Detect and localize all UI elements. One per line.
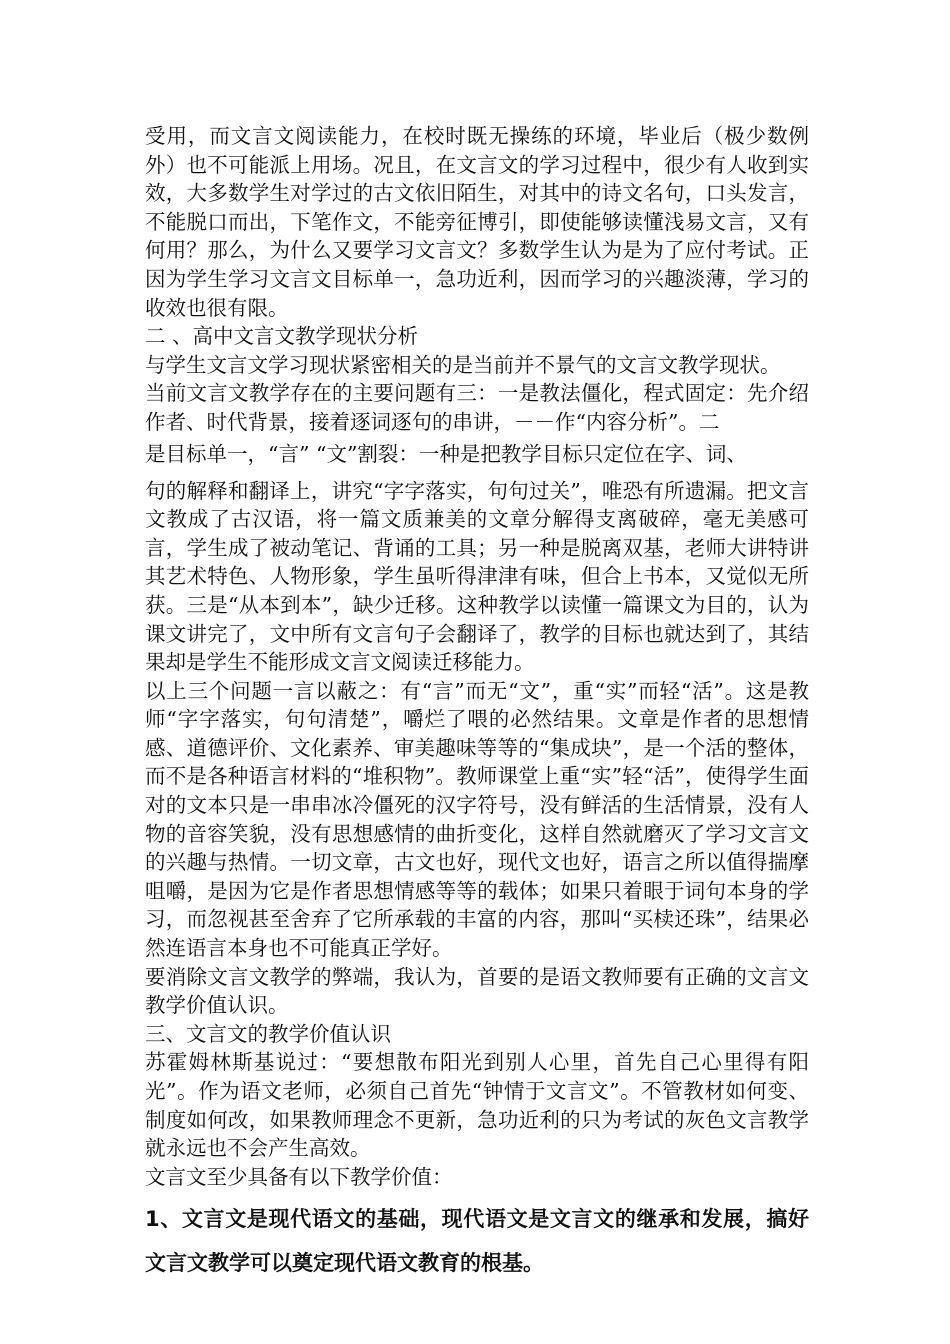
paragraph-status-intro: 与学生文言文学习现状紧密相关的是当前并不景气的文言文教学现状。 xyxy=(145,352,781,377)
document-page xyxy=(145,122,809,1285)
paragraph-remedy: 要消除文言文教学的弊端，我认为，首要的是语文教师要有正确的文言文教学价值认识。 xyxy=(145,964,809,1018)
paragraph-main-problems-part3: 句的解释和翻译上，讲究“字字落实，句句过关”，唯恐有所遗漏。把文言文教成了古汉语，将一篇文质兼美的文章分解得支离破碎，毫无美感可言，学生成了被动笔记、背诵的工具；另一种是脱离双基，老师大讲特讲其艺术特色、人物形象，学生虽听得津津有味，但合上书本，又觉似无所获。三是“从本到本”，缺少迁移。这种教学以读懂一篇课文为目的，认为课文讲完了，文中所有文言句子会翻译了，教学的目标也就达到了，其结果却是学生不能形成文言文阅读迁移能力。 xyxy=(145,478,809,675)
paragraph-problem-summary: 以上三个问题一言以蔽之：有“言”而无“文”，重“实”而轻“活”。这是教师“字字落实，句句清楚”，嚼烂了喂的必然结果。文章是作者的思想情感、道德评价、文化素养、审美趣味等等的“集成块”，是一个活的整体，而不是各种语言材料的“堆积物”。教师课堂上重“实”轻“活”，使得学生面对的文本只是一串串冰冷僵死的汉字符号，没有鲜活的生活情景，没有人物的音容笑貌，没有思想感情的曲折变化，这样自然就磨灭了学习文言文的兴趣与热情。一切文章，古文也好，现代文也好，语言之所以值得揣摩咀嚼，是因为它是作者思想情感等等的载体；如果只着眼于词句本身的学习，而忽视甚至舍弃了它所承载的丰富的内容，那叫“买椟还珠”，结果必然连语言本身也不可能真正学好。 xyxy=(145,678,809,961)
paragraph-main-problems-part1: 当前文言文教学存在的主要问题有三：一是教法僵化，程式固定：先介绍作者、时代背景，接着逐词逐句的串讲，－－作“内容分析”。二 xyxy=(145,381,809,434)
paragraph-value-intro: 文言文至少具备有以下教学价值： xyxy=(145,1164,453,1189)
paragraph-reading-ability: 受用，而文言文阅读能力，在校时既无操练的环境，毕业后（极少数例外）也不可能派上用场。况且，在文言文的学习过程中，很少有人收到实效，大多数学生对学过的古文依旧陌生，对其中的诗文名句，口头发言，不能脱口而出，下笔作文，不能旁征博引，即使能够读懂浅易文言，又有何用？那么，为什么又要学习文言文？多数学生认为是为了应付考试。正因为学生学习文言文目标单一，急功近利，因而学习的兴趣淡薄，学习的收效也很有限。 xyxy=(145,124,809,320)
section-heading-teaching-value: 三、文言文的教学价值认识 xyxy=(145,1021,391,1046)
section-heading-teaching-status: 二 、高中文言文教学现状分析 xyxy=(145,324,419,349)
paragraph-sukhomlinsky-quote: 苏霍姆林斯基说过：“要想散布阳光到别人心里，首先自己心里得有阳光”。作为语文老师，必须自己首先“钟情于文言文”。不管教材如何变、制度如何改，如果教师理念不更新，急功近利的只为考试的灰色文言教学就永远也不会产生高效。 xyxy=(145,1050,809,1161)
paragraph-main-problems-part2: 是目标单一，“言” “文”割裂：一种是把教学目标只定位在字、词、 xyxy=(145,441,747,466)
subheading-value-one: 1、文言文是现代语文的基础，现代语文是文言文的继承和发展，搞好文言文教学可以奠定现代语文教育的根基。 xyxy=(145,1207,809,1276)
